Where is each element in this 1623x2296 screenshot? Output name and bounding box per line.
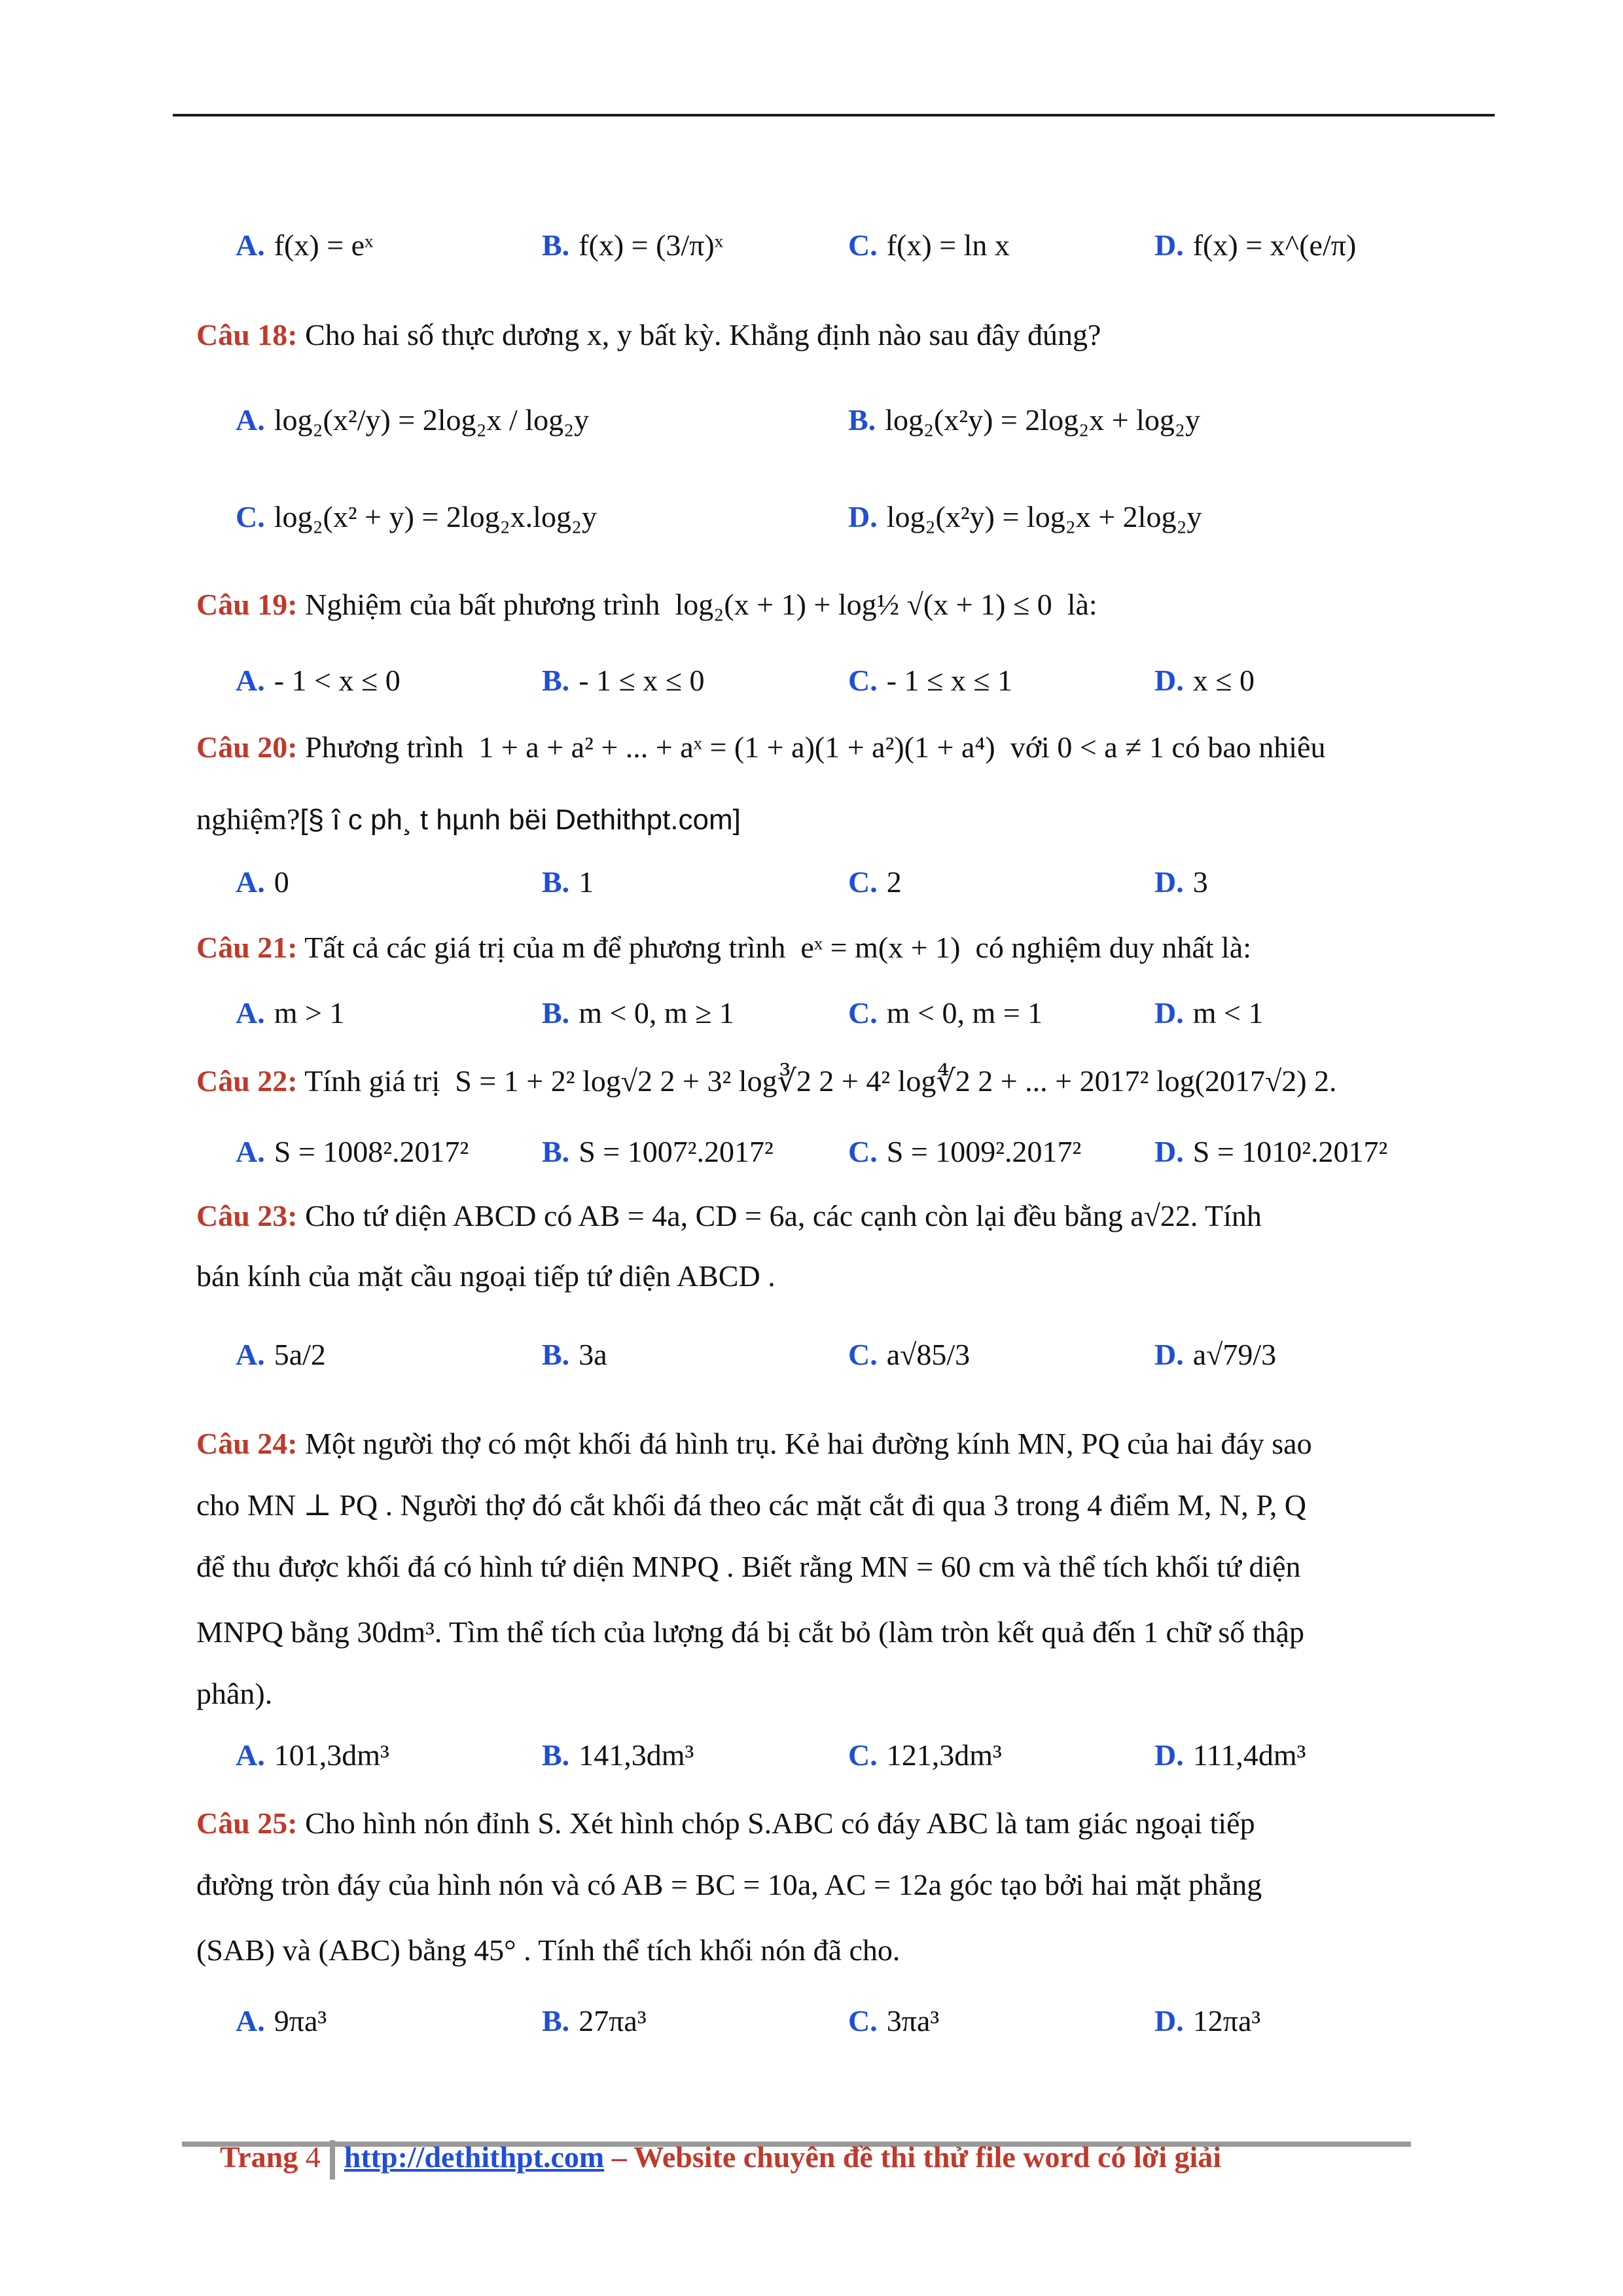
q19-option-b: B. - 1 ≤ x ≤ 0 [542, 664, 705, 697]
q23-option-a: A. 5a/2 [236, 1338, 326, 1371]
q24-option-b: B. 141,3dm³ [542, 1738, 694, 1772]
page-number: 4 [305, 2140, 321, 2174]
q18-option-a: A. log₂(x²/y) = 2log₂x / log₂y [236, 403, 590, 437]
q25-option-c: C. 3πa³ [848, 2004, 940, 2037]
q20-expression: 1 + a + a² + ... + aˣ = (1 + a)(1 + a²)(1 + a⁴) [478, 730, 995, 764]
q19-expression: log₂(x + 1) + log½ √(x + 1) ≤ 0 [675, 588, 1052, 621]
q17-option-d: D. f(x) = x^(e/π) [1154, 228, 1357, 262]
q20-option-c: C. 2 [848, 865, 902, 899]
q21-expression: eˣ = m(x + 1) [800, 931, 961, 964]
q21-option-a: A. m > 1 [236, 996, 345, 1030]
question-24-line3: để thu được khối đá có hình tứ diện MNPQ . Biết rằng MN = 60 cm và thể tích khối tứ diện [196, 1550, 1301, 1583]
website-link[interactable]: http://dethithpt.com [344, 2140, 605, 2174]
q23-option-b: B. 3a [542, 1338, 607, 1371]
q20-option-a: A. 0 [236, 865, 289, 899]
question-23-line2: bán kính của mặt cầu ngoại tiếp tứ diện ABCD . [196, 1259, 776, 1293]
q24-option-a: A. 101,3dm³ [236, 1738, 389, 1772]
header-rule [173, 114, 1495, 117]
q23-option-c: C. a√85/3 [848, 1338, 971, 1371]
q22-expression: S = 1 + 2² log√2 2 + 3² log∛2 2 + 4² log∜2 2 + ... + 2017² log(2017√2) 2. [455, 1064, 1337, 1098]
question-24-line2: cho MN ⊥ PQ . Người thợ đó cắt khối đá theo các mặt cắt đi qua 3 trong 4 điểm M, N, P, Q [196, 1488, 1306, 1522]
q17-option-b: B. f(x) = (3/π)ˣ [542, 228, 724, 262]
q18-option-b: B. log₂(x²y) = 2log₂x + log₂y [848, 403, 1200, 437]
source-watermark: [§ î c ph¸ t hµnh bëi Dethithpt.com] [300, 804, 741, 836]
q19-option-d: D. x ≤ 0 [1154, 664, 1255, 697]
page-label: Trang [220, 2140, 298, 2174]
page-footer [220, 2118, 1221, 2197]
q22-option-d: D. S = 1010².2017² [1154, 1135, 1388, 1168]
q21-option-b: B. m < 0, m ≥ 1 [542, 996, 734, 1030]
q24-option-d: D. 111,4dm³ [1154, 1738, 1306, 1772]
q21-option-d: D. m < 1 [1154, 996, 1264, 1030]
question-25-line3: (SAB) và (ABC) bằng 45° . Tính thể tích khối nón đã cho. [196, 1933, 901, 1967]
question-18: Câu 18: Cho hai số thực dương x, y bất kỳ. Khẳng định nào sau đây đúng? [196, 318, 1101, 351]
q19-option-c: C. - 1 ≤ x ≤ 1 [848, 664, 1013, 697]
question-23: Câu 23: Cho tứ diện ABCD có AB = 4a, CD = 6a, các cạnh còn lại đều bằng a√22. Tính [196, 1199, 1262, 1232]
footer-separator [330, 2140, 335, 2179]
footer-description: – Website chuyên đề thi thử file word có lời giải [604, 2140, 1222, 2174]
q20-option-b: B. 1 [542, 865, 594, 899]
q21-option-c: C. m < 0, m = 1 [848, 996, 1043, 1030]
q17-option-a: A. f(x) = eˣ [236, 228, 374, 262]
question-20-line2: nghiệm?[§ î c ph¸ t hµnh bëi Dethithpt.com] [196, 802, 741, 836]
question-24: Câu 24: Một người thợ có một khối đá hình trụ. Kẻ hai đường kính MN, PQ của hai đáy sao [196, 1427, 1312, 1460]
q17-option-c: C. f(x) = ln x [848, 228, 1010, 262]
q22-option-c: C. S = 1009².2017² [848, 1135, 1082, 1168]
q22-option-b: B. S = 1007².2017² [542, 1135, 774, 1168]
q24-option-c: C. 121,3dm³ [848, 1738, 1002, 1772]
q23-option-d: D. a√79/3 [1154, 1338, 1277, 1371]
question-24-line4: MNPQ bằng 30dm³. Tìm thể tích của lượng đá bị cắt bỏ (làm tròn kết quả đến 1 chữ số thập [196, 1615, 1304, 1649]
q25-option-a: A. 9πa³ [236, 2004, 327, 2037]
q25-option-d: D. 12πa³ [1154, 2004, 1261, 2037]
question-24-line5: phân). [196, 1677, 273, 1710]
question-19: Câu 19: Nghiệm của bất phương trình log₂(x + 1) + log½ √(x + 1) ≤ 0 là: [196, 588, 1097, 621]
question-21: Câu 21: Tất cả các giá trị của m để phương trình eˣ = m(x + 1) có nghiệm duy nhất là: [196, 931, 1252, 964]
q18-option-c: C. log₂(x² + y) = 2log₂x.log₂y [236, 500, 597, 533]
question-22: Câu 22: Tính giá trị S = 1 + 2² log√2 2 + 3² log∛2 2 + 4² log∜2 2 + ... + 2017² log(2017√2) 2. [196, 1064, 1337, 1098]
question-25: Câu 25: Cho hình nón đỉnh S. Xét hình chóp S.ABC có đáy ABC là tam giác ngoại tiếp [196, 1806, 1255, 1840]
question-25-line2: đường tròn đáy của hình nón và có AB = BC = 10a, AC = 12a góc tạo bởi hai mặt phẳng [196, 1868, 1262, 1901]
q25-option-b: B. 27πa³ [542, 2004, 647, 2037]
question-20: Câu 20: Phương trình 1 + a + a² + ... + aˣ = (1 + a)(1 + a²)(1 + a⁴) với 0 < a ≠ 1 có bao nhiêu [196, 730, 1326, 764]
q20-option-d: D. 3 [1154, 865, 1208, 899]
q22-option-a: A. S = 1008².2017² [236, 1135, 469, 1168]
q18-option-d: D. log₂(x²y) = log₂x + 2log₂y [848, 500, 1202, 533]
q19-option-a: A. - 1 < x ≤ 0 [236, 664, 401, 697]
